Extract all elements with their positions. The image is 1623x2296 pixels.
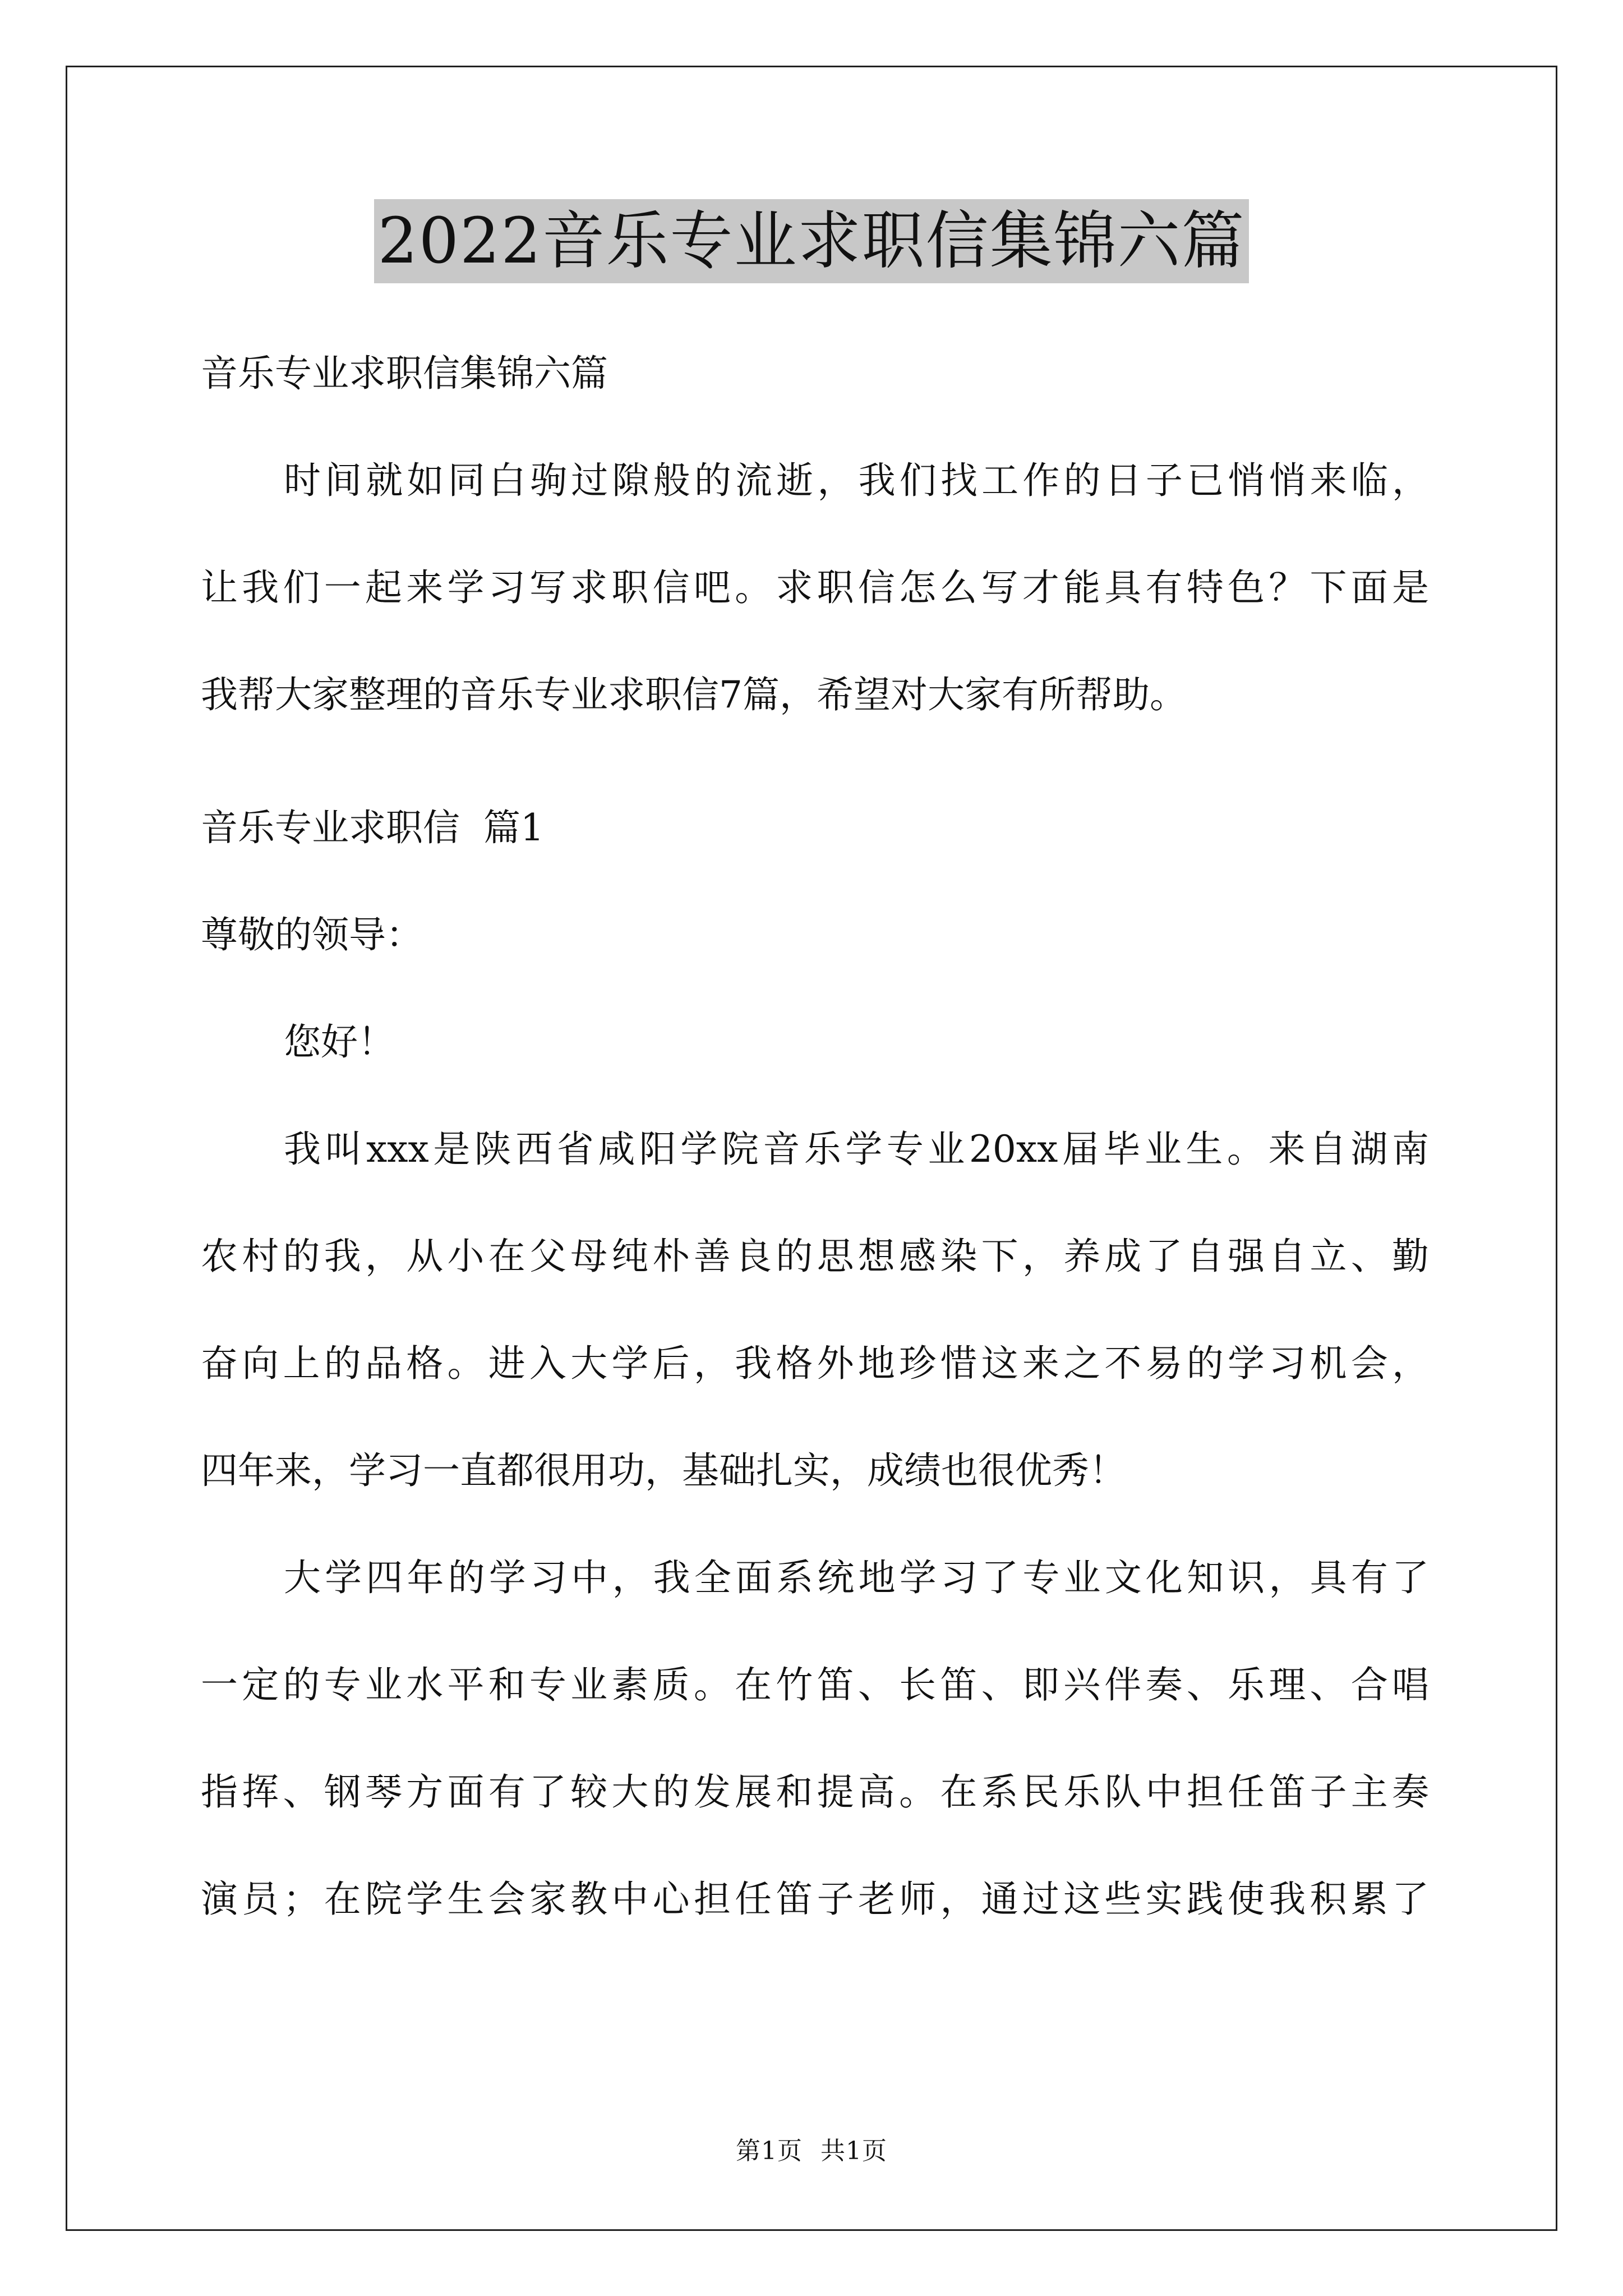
greeting: 您好！ (284, 1020, 395, 1064)
salutation: 尊敬的领导： (201, 913, 423, 956)
page-total: 共1页 (820, 2137, 887, 2165)
intro-line: 我帮大家整理的音乐专业求职信7篇，希望对大家有所帮助。 (201, 673, 1187, 716)
page-footer (0, 2134, 1623, 2168)
paragraph-line: 演员；在院学生会家教中心担任笛子老师，通过这些实践使我积累了 (201, 1878, 1429, 1921)
document-body (201, 348, 1429, 1981)
paragraph-line: 指挥、钢琴方面有了较大的发展和提高。在系民乐队中担任笛子主奏 (201, 1770, 1429, 1814)
subtitle: 音乐专业求职信集锦六篇 (201, 352, 608, 395)
paragraph-line: 我叫xxx是陕西省咸阳学院音乐学专业20xx届毕业生。来自湖南 (284, 1128, 1429, 1171)
section-heading: 音乐专业求职信 篇1 (201, 806, 544, 849)
page-number: 第1页 (736, 2137, 803, 2165)
intro-line: 时间就如同白驹过隙般的流逝，我们找工作的日子已悄悄来临， (284, 459, 1429, 502)
paragraph-line: 四年来，学习一直都很用功，基础扎实，成绩也很优秀！ (201, 1449, 1126, 1492)
title-container (0, 199, 1623, 283)
paragraph-line: 一定的专业水平和专业素质。在竹笛、长笛、即兴伴奏、乐理、合唱 (201, 1663, 1429, 1706)
intro-line: 让我们一起来学习写求职信吧。求职信怎么写才能具有特色？下面是 (201, 566, 1429, 609)
document-title: 2022音乐专业求职信集锦六篇 (374, 199, 1248, 283)
paragraph-line: 农村的我，从小在父母纯朴善良的思想感染下，养成了自强自立、勤 (201, 1235, 1429, 1278)
paragraph-line: 大学四年的学习中，我全面系统地学习了专业文化知识，具有了 (284, 1556, 1429, 1599)
paragraph-line: 奋向上的品格。进入大学后，我格外地珍惜这来之不易的学习机会， (201, 1342, 1429, 1385)
